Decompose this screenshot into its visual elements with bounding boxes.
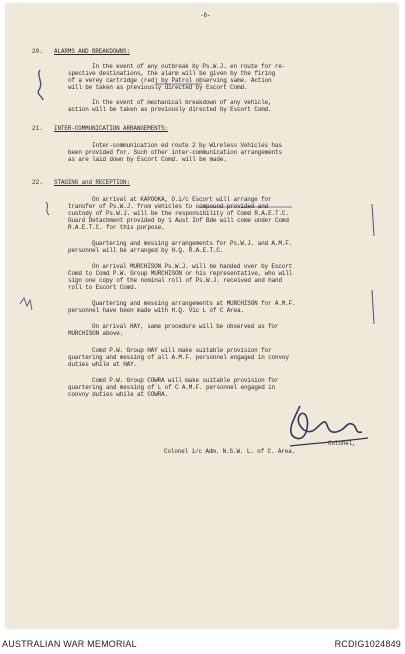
- s20-p1-line2: spective destinations, the alarm will be given by the firing: [68, 70, 276, 77]
- s22-p6-line2: quartering and messing of all A.M.F. personnel engaged in convoy: [68, 354, 289, 361]
- right-margin-mark-1: [372, 204, 374, 236]
- signature-rank: Colonel,: [328, 440, 356, 447]
- s22-p4-line1: Quartering and messing arrangements at MURCHISON for A.M.F.: [92, 300, 296, 307]
- right-margin-mark-2: [372, 290, 374, 324]
- s22-p7-line3: convoy duties while at COWRA.: [68, 391, 169, 398]
- section-20-number: 20.: [32, 48, 43, 55]
- section-21-heading: INTER-COMMUNICATION ARRANGEMENTS:: [54, 125, 168, 132]
- footer-bar: [0, 636, 405, 654]
- document-page: [6, 4, 398, 628]
- s21-p1-line3: as are laid down by Escort Comd. will be made.: [68, 156, 227, 163]
- page-number: -6-: [200, 12, 211, 19]
- s22-p5-line2: MURCHISON above.: [68, 330, 124, 337]
- section-21-number: 21.: [32, 125, 43, 132]
- s20-p2-line2: action will be taken as previously directed by Escort Comd.: [68, 106, 272, 113]
- footer-institution: AUSTRALIAN WAR MEMORIAL: [2, 639, 137, 649]
- s22-p1-line2: transfer of Ps.W.J. from vehicles to compound provided and: [68, 203, 269, 210]
- s20-p2-line1: In the event of mechanical breakdown of any vehicle,: [92, 99, 272, 106]
- s22-p2-line2: personnel will be arranged by H.Q. R.A.E.T.C.: [68, 247, 224, 254]
- s22-p1-line3: custody of Ps.W.J. will be the responsibility of Comd R.A.E.T.C.: [68, 210, 289, 217]
- pencil-marks: [6, 4, 398, 628]
- s22-p4-line2: personnel have been made with H.Q. Vic L of C Area.: [68, 307, 244, 314]
- s22-p1-line1: On arrival at KAPOOKA, O.i/c Escort will arrange for: [92, 196, 272, 203]
- s20-p1-line4: will be taken as previously directed by Escort Comd.: [68, 84, 248, 91]
- section-22-number: 22.: [32, 179, 43, 186]
- s22-p3-line1: On arrival MURCHISON Ps.W.J. will be handed over by Escort: [92, 263, 293, 270]
- signature-designation: Colonel i/c Adm. N.S.W. L. of C. Area.: [164, 448, 296, 455]
- s22-p3-line2: Comd to Comd P.W. Group MURCHISON or his representative, who will: [68, 270, 293, 277]
- s21-p1-line2: been provided for. Such other inter-communication arrangements: [68, 149, 282, 156]
- margin-pencil-mark-1: [38, 70, 43, 100]
- s22-p3-line4: roll to Escort Comd.: [68, 284, 138, 291]
- s20-p1-line3: of a verey cartridge (red) by Patrol observing same. Action: [68, 77, 272, 84]
- s22-p2-line1: Quartering and messing arrangements for Ps.W.J. and A.M.F.: [92, 240, 293, 247]
- section-20-heading: ALARMS AND BREAKDOWNS:: [54, 48, 130, 55]
- s21-p1-line1: Inter-communication ed route 2 by Wireless Vehicles has: [92, 142, 282, 149]
- s22-p6-line3: duties while at HAY.: [68, 361, 138, 368]
- footer-record-id: RCDIG1024849: [334, 639, 401, 649]
- s22-p1-line4: Guard Detachment provided by 1 Aust Inf Bde will come under Comd: [68, 217, 289, 224]
- margin-pencil-note: [20, 298, 32, 310]
- s22-p7-line2: quartering and messing of L of C A.M.F. personnel engaged in: [68, 384, 276, 391]
- s22-p5-line1: On arrival HAY, same procedure will be observed as for: [92, 323, 279, 330]
- s22-p6-line1: Comd P.W. Group HAY will make suitable provision for: [92, 347, 272, 354]
- s22-p3-line3: sign one copy of the nominal roll of Ps.W.J. received and hand: [68, 277, 282, 284]
- section-22-heading: STAGING and RECEPTION:: [54, 179, 130, 186]
- s22-p1-line5: R.A.E.T.C. for this purpose.: [68, 224, 165, 231]
- s22-p7-line1: Comd P.W. Group COWRA will make suitable provision for: [92, 377, 279, 384]
- margin-pencil-mark-2: [46, 202, 49, 215]
- s20-p1-line1: In the event of any outbreak by Ps.W.J. en route for re-: [92, 63, 286, 70]
